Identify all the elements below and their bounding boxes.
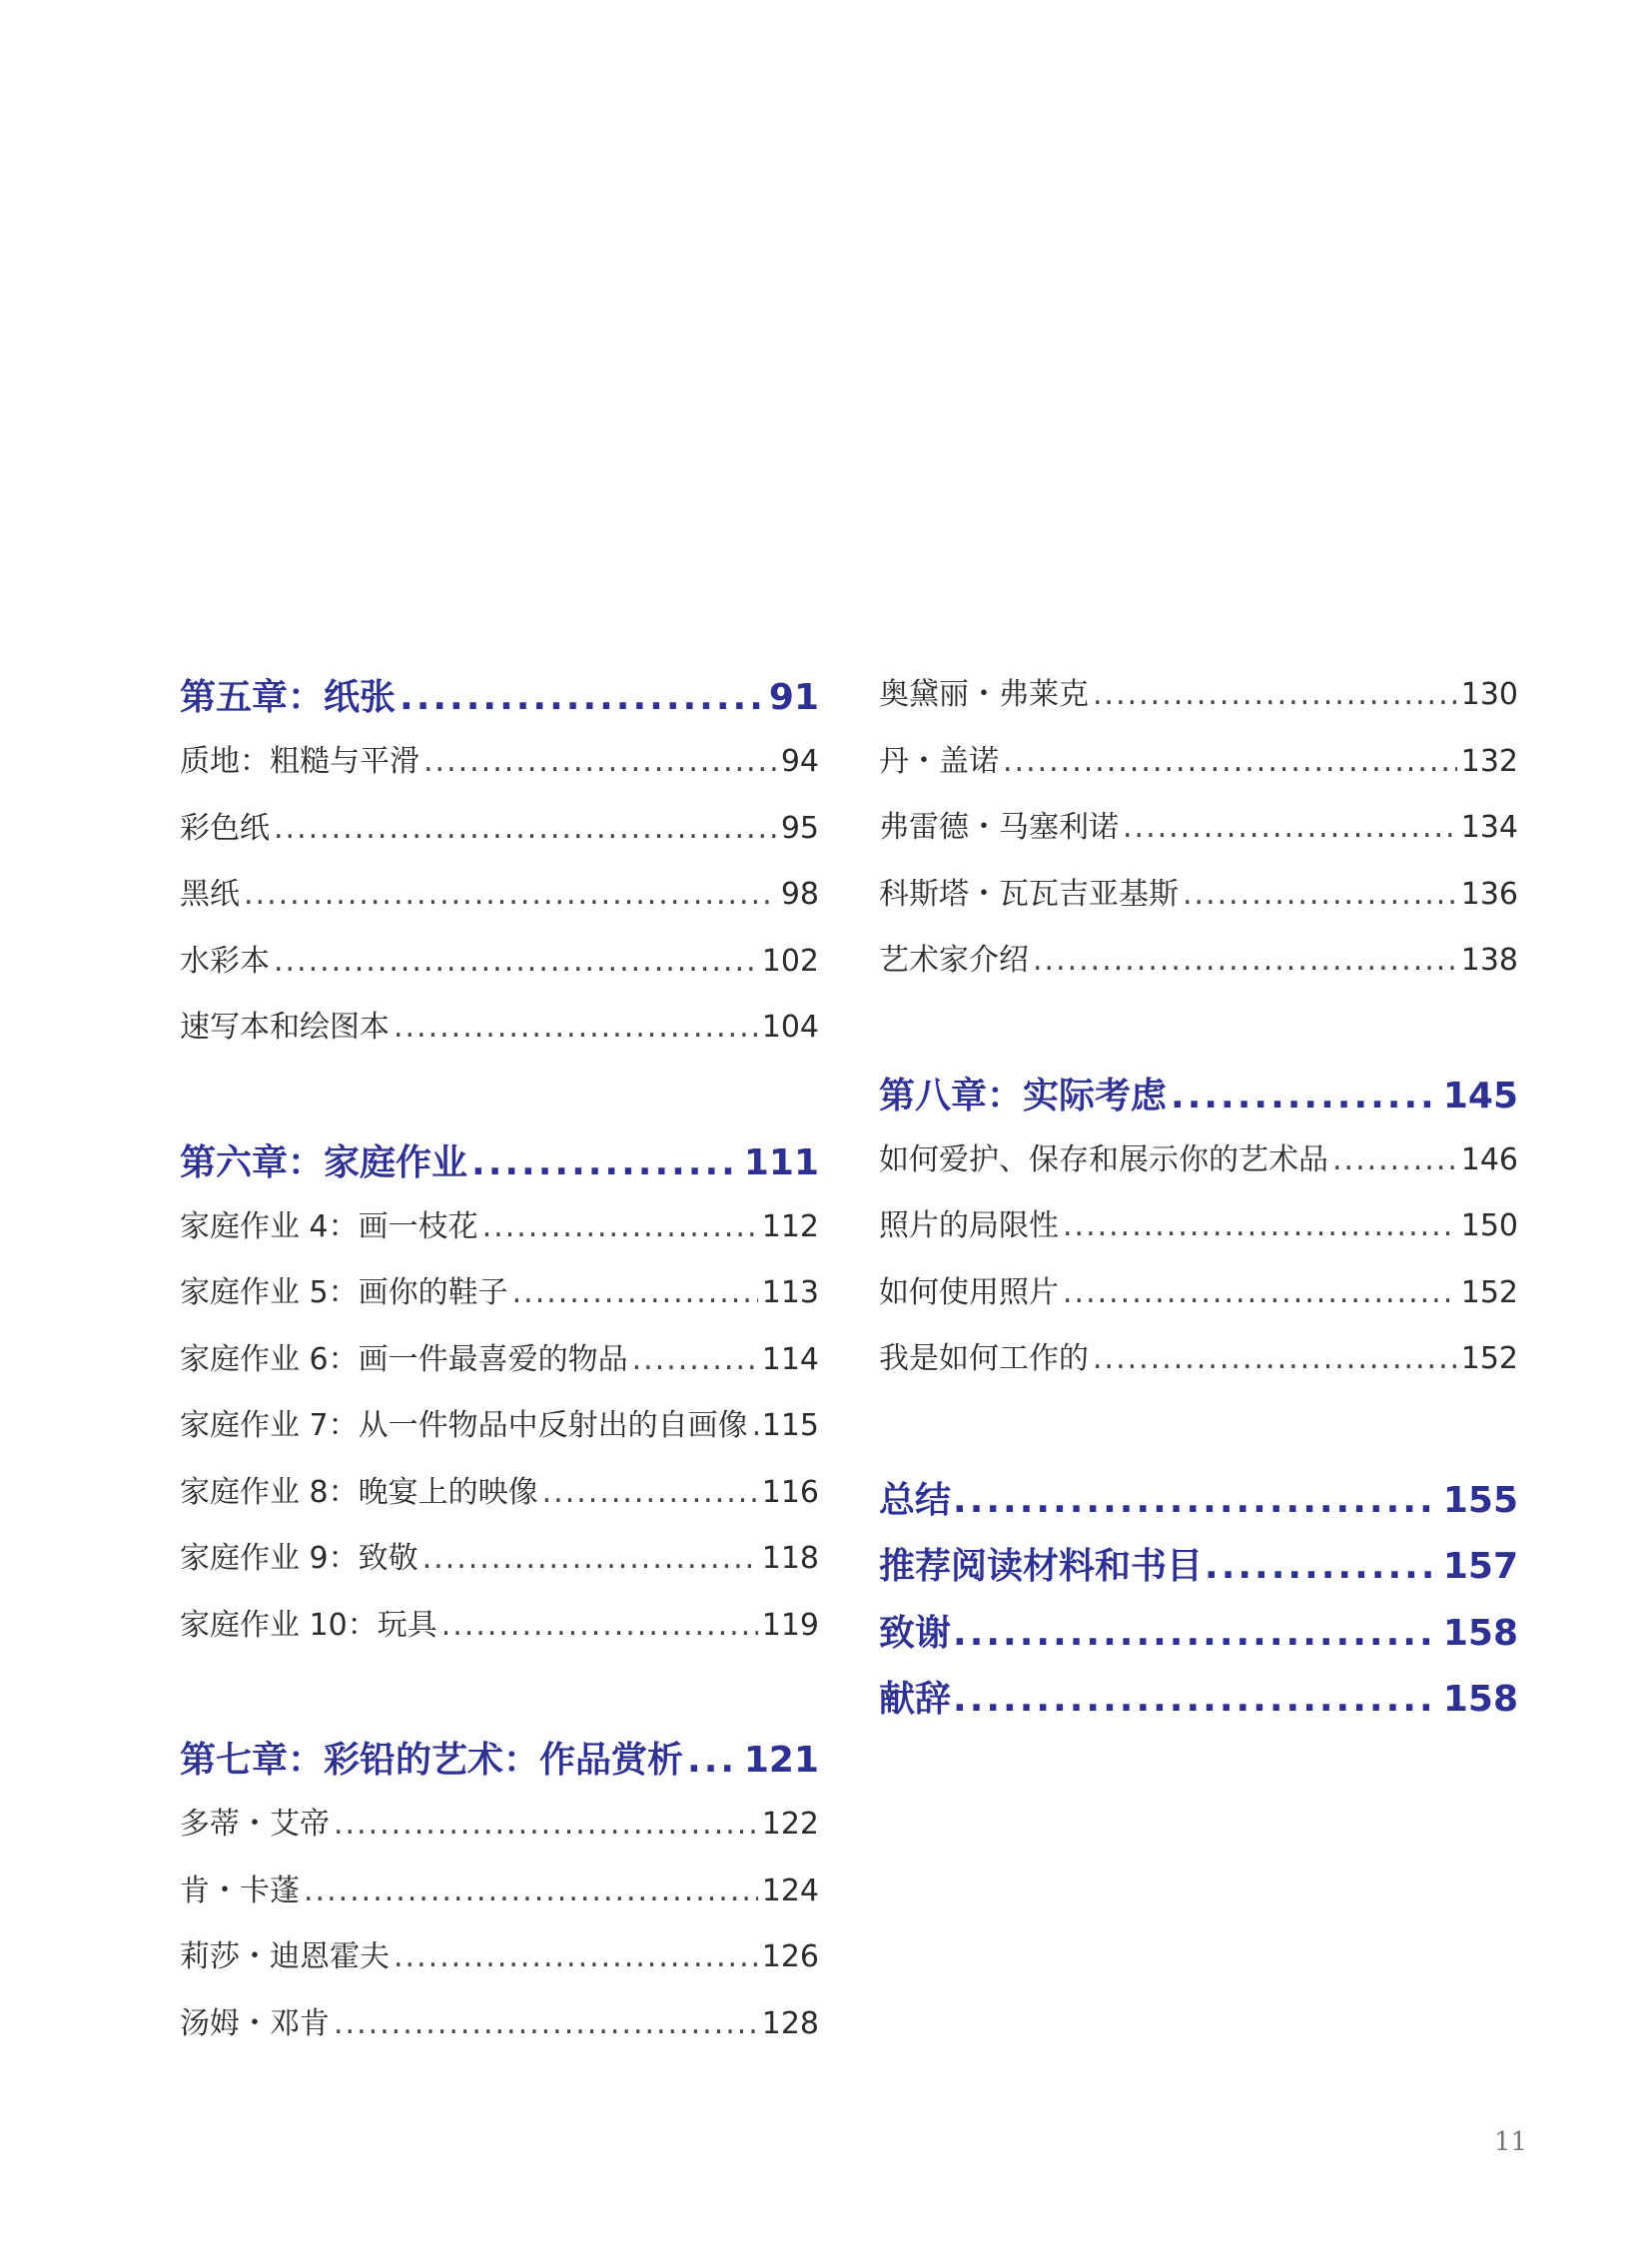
dot-leader (400, 677, 765, 718)
dot-leader (394, 1010, 758, 1045)
entry-title: 家庭作业 7：从一件物品中反射出的自画像 (180, 1408, 748, 1443)
section-spacer (879, 1400, 1518, 1466)
entry-title: 家庭作业 6：画一件最喜爱的物品 (180, 1341, 628, 1377)
chapter-title: 第五章：纸张 (180, 677, 397, 718)
final-title: 总结 (879, 1479, 952, 1521)
toc-final-dedication[interactable] (879, 1671, 1518, 1738)
toc-entry[interactable] (180, 1201, 819, 1268)
toc-right-column (879, 669, 1518, 1738)
final-title: 致谢 (879, 1612, 952, 1654)
dot-leader (1063, 1275, 1457, 1310)
page-number: 114 (761, 1341, 819, 1377)
page-number: 128 (761, 2005, 819, 2041)
final-title: 献辞 (879, 1679, 952, 1720)
entry-title: 家庭作业 10：玩具 (180, 1607, 437, 1643)
entry-title: 黑纸 (180, 877, 240, 912)
dot-leader (274, 944, 758, 979)
toc-entry[interactable] (180, 736, 819, 803)
toc-chapter-7[interactable] (180, 1732, 819, 1799)
toc-entry[interactable] (879, 869, 1518, 936)
dot-leader (1093, 677, 1457, 712)
page-number: 158 (1442, 1612, 1518, 1654)
dot-leader (1093, 1341, 1457, 1376)
entry-title: 家庭作业 5：画你的鞋子 (180, 1275, 508, 1310)
toc-entry[interactable] (879, 1134, 1518, 1201)
toc-entry[interactable] (180, 1002, 819, 1069)
toc-entry[interactable] (879, 1200, 1518, 1267)
toc-left-column (180, 669, 819, 2064)
toc-entry[interactable] (879, 736, 1518, 803)
entry-title: 彩色纸 (180, 810, 270, 846)
chapter-title: 第八章：实际考虑 (879, 1075, 1168, 1117)
toc-entry[interactable] (879, 802, 1518, 869)
page-number: 112 (761, 1208, 819, 1244)
dot-leader (1063, 1208, 1457, 1243)
dot-leader (394, 1939, 758, 1974)
entry-title: 科斯塔・瓦瓦吉亚基斯 (879, 876, 1179, 912)
dot-leader (1171, 1076, 1439, 1117)
page-number: 152 (1460, 1341, 1518, 1376)
page-number: 146 (1460, 1141, 1518, 1177)
toc-entry[interactable] (180, 1467, 819, 1534)
dot-leader (953, 1613, 1439, 1654)
page-number: 91 (768, 677, 819, 718)
toc-chapter-6[interactable] (180, 1134, 819, 1201)
entry-title: 莉莎・迪恩霍夫 (180, 1939, 390, 1974)
page-number: 116 (761, 1474, 819, 1510)
dot-leader (512, 1275, 758, 1310)
page-number: 130 (1460, 677, 1518, 712)
entry-title: 如何爱护、保存和展示你的艺术品 (879, 1141, 1328, 1177)
entry-title: 水彩本 (180, 943, 270, 979)
page-number: 136 (1460, 876, 1518, 912)
page-folio-number: 11 (1494, 2127, 1528, 2157)
chapter-title: 第六章：家庭作业 (180, 1141, 468, 1183)
dot-leader (244, 877, 777, 912)
dot-leader (1205, 1546, 1439, 1587)
entry-title: 家庭作业 4：画一枝花 (180, 1208, 478, 1244)
entry-title: 弗雷德・马塞利诺 (879, 810, 1119, 845)
entry-title: 多蒂・艾帝 (180, 1807, 330, 1842)
dot-leader (632, 1342, 758, 1377)
toc-entry[interactable] (180, 1931, 819, 1998)
page-number: 158 (1442, 1679, 1518, 1720)
final-title: 推荐阅读材料和书目 (879, 1546, 1204, 1587)
entry-title: 家庭作业 8：晚宴上的映像 (180, 1474, 538, 1510)
toc-entry[interactable] (180, 1600, 819, 1667)
entry-title: 肯・卡蓬 (180, 1872, 300, 1908)
dot-leader (953, 1679, 1439, 1720)
dot-leader (274, 811, 777, 846)
dot-leader (1123, 810, 1457, 845)
toc-entry[interactable] (180, 1799, 819, 1866)
toc-entry[interactable] (180, 1866, 819, 1932)
toc-entry[interactable] (180, 1267, 819, 1334)
dot-leader (953, 1480, 1439, 1521)
page-number: 145 (1442, 1075, 1518, 1117)
dot-leader (752, 1408, 758, 1443)
entry-title: 质地：粗糙与平滑 (180, 744, 419, 779)
page-number: 157 (1442, 1546, 1518, 1587)
entry-title: 家庭作业 9：致敬 (180, 1541, 418, 1576)
dot-leader (334, 2006, 758, 2041)
page-number: 155 (1442, 1479, 1518, 1521)
page-number: 102 (761, 943, 819, 979)
toc-entry[interactable] (180, 936, 819, 1003)
page-number: 98 (780, 877, 819, 912)
dot-leader (482, 1209, 758, 1244)
dot-leader (542, 1475, 758, 1510)
toc-chapter-8[interactable] (879, 1068, 1518, 1134)
dot-leader (304, 1873, 758, 1908)
page-number: 124 (761, 1872, 819, 1908)
page-number: 119 (761, 1607, 819, 1643)
page-number: 122 (761, 1807, 819, 1842)
page-number: 115 (761, 1408, 819, 1443)
entry-title: 速写本和绘图本 (180, 1010, 390, 1045)
page-number: 134 (1460, 810, 1518, 845)
dot-leader (687, 1740, 740, 1781)
toc-entry[interactable] (879, 1267, 1518, 1334)
dot-leader (1033, 943, 1457, 978)
toc-entry[interactable] (879, 935, 1518, 1002)
dot-leader (423, 744, 777, 779)
page-number: 111 (743, 1141, 819, 1183)
toc-final-reading[interactable] (879, 1538, 1518, 1605)
section-spacer (180, 1666, 819, 1732)
page-number: 121 (743, 1740, 819, 1781)
toc-entry[interactable] (180, 1533, 819, 1600)
entry-title: 艺术家介绍 (879, 943, 1029, 978)
dot-leader (1003, 744, 1457, 779)
chapter-title: 第七章：彩铅的艺术：作品赏析 (180, 1740, 684, 1781)
toc-entry[interactable] (879, 669, 1518, 736)
page-number: 113 (761, 1275, 819, 1310)
entry-title: 奥黛丽・弗莱克 (879, 677, 1089, 712)
toc-entry[interactable] (879, 1333, 1518, 1400)
dot-leader (441, 1608, 758, 1643)
page-number: 104 (761, 1010, 819, 1045)
page-number: 152 (1460, 1274, 1518, 1310)
dot-leader (1183, 877, 1457, 912)
entry-title: 丹・盖诺 (879, 743, 999, 779)
toc-entry[interactable] (180, 869, 819, 936)
page-number: 138 (1460, 943, 1518, 978)
page-number: 118 (761, 1541, 819, 1576)
toc-chapter-5[interactable] (180, 669, 819, 736)
entry-title: 如何使用照片 (879, 1274, 1059, 1310)
toc-entry[interactable] (180, 803, 819, 870)
page-number: 150 (1460, 1208, 1518, 1243)
page-number: 94 (780, 744, 819, 779)
toc-entry[interactable] (180, 1400, 819, 1467)
entry-title: 汤姆・邓肯 (180, 2005, 330, 2041)
page-number: 126 (761, 1939, 819, 1974)
section-spacer (879, 1002, 1518, 1068)
page-number: 132 (1460, 743, 1518, 779)
toc-final-acknowledgements[interactable] (879, 1605, 1518, 1672)
dot-leader (422, 1541, 758, 1576)
toc-final-summary[interactable] (879, 1472, 1518, 1539)
dot-leader (471, 1142, 740, 1183)
section-spacer (180, 1069, 819, 1134)
page-number: 95 (780, 810, 819, 846)
dot-leader (1332, 1142, 1457, 1177)
toc-entry[interactable] (180, 1998, 819, 2065)
entry-title: 我是如何工作的 (879, 1341, 1089, 1376)
toc-entry[interactable] (180, 1334, 819, 1401)
dot-leader (334, 1807, 758, 1842)
entry-title: 照片的局限性 (879, 1208, 1059, 1243)
